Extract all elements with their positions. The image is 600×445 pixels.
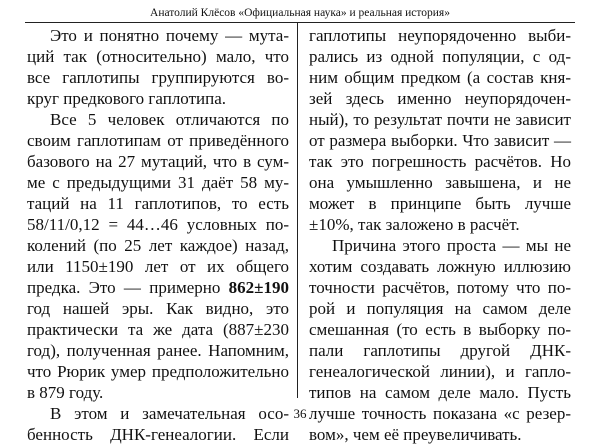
text-line: что Рюрик умер предположительно [27, 362, 289, 381]
text-line: гаплотипы неупорядоченно выби- [309, 26, 571, 45]
text-line-with-highlight [27, 277, 289, 298]
text-line: круг предкового гаплотипа. [27, 89, 227, 108]
right-column [309, 25, 571, 445]
text-line: своим гаплотипам от приведённого [27, 131, 289, 150]
text-line: может в принципе быть лучше [309, 194, 571, 213]
text-line: Все 5 человек отличаются по [50, 110, 289, 129]
text-line: В этом и замечательная осо- [50, 404, 289, 423]
text-line: ним общим предком (а состав кня- [309, 68, 571, 87]
text-line: ме с предыдущими 31 даёт 58 му- [27, 173, 289, 192]
text-line: год нашей эры. Как видно, это [27, 299, 289, 318]
text-line: бенность ДНК-генеалогии. Если [27, 425, 289, 444]
text-line: пали гаплотипы другой ДНК- [309, 341, 571, 360]
text-line: ций так (относительно) мало, что [27, 47, 289, 66]
text-line: ±10%, так заложено в расчёт. [309, 215, 520, 234]
text-line: рались из одной популяции, с од- [309, 47, 571, 66]
text-line: колений (по 25 лет каждое) назад, [27, 236, 289, 255]
text-line: зей здесь именно неупорядочен- [309, 89, 571, 108]
text-line: Причина этого проста — мы не [332, 236, 571, 255]
text-line: в 879 году. [27, 383, 104, 402]
text-line: она умышленно завышена, и не [309, 173, 571, 192]
text-line: год), полученная ранее. Напомним, [27, 341, 289, 360]
text-line: так это погрешность расчётов. Но [309, 152, 571, 171]
text-line: генеалогической линии), и гапло- [309, 362, 571, 381]
text-line: рой и популяция на самом деле [309, 299, 571, 318]
date-highlight: 862±190 [228, 278, 290, 297]
header-rule [25, 22, 575, 23]
text-line: все гаплотипы группируются во- [27, 68, 289, 87]
text-line: Это и понятно почему — мута- [50, 26, 289, 45]
text-line: вом», чем её преувеличивать. [309, 425, 522, 444]
text-line: таций на 11 гаплотипов, то есть [27, 194, 289, 213]
text-line: типов на самом деле мало. Пусть [309, 383, 571, 402]
text-line: 58/11/0,12 = 44…46 условных по- [27, 215, 289, 234]
text-line: смешанная (то есть в выборку по- [309, 320, 571, 339]
text-line: точности расчётов, потому что по- [309, 278, 571, 297]
text-line: или 1150±190 лет от их общего [27, 257, 289, 276]
text-line: хотим создавать ложную иллюзию [309, 257, 571, 276]
left-column [27, 25, 289, 445]
text-line: практически та же дата (887±230 [27, 320, 289, 339]
text-fragment: предка. Это — примерно [27, 278, 221, 297]
text-line: базового на 27 мутаций, что в сум- [27, 152, 289, 171]
running-header: Анатолий Клёсов «Официальная наука» и реальная история» [150, 7, 450, 19]
page-number: 36 [293, 406, 307, 421]
text-line: ный), то результат почти не зависит [309, 110, 571, 129]
text-line: лучше точность показана «с резер- [309, 404, 571, 423]
column-rule [297, 22, 298, 398]
text-line: от размера выборки. Что зависит — [309, 131, 571, 150]
